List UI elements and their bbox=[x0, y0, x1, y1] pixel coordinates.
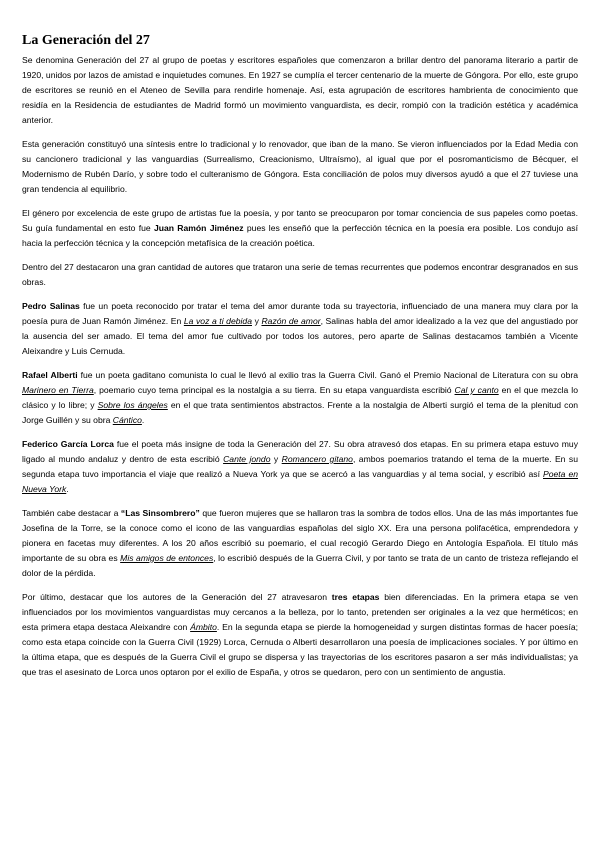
work-title-link[interactable]: Cal y canto bbox=[454, 385, 499, 395]
paragraph bbox=[22, 437, 578, 497]
text-run: , lo escribió después de la Guerra Civil, y por tanto se trata de un canto de tristeza reflejando el dolor de la pérdida. bbox=[22, 553, 579, 578]
text-run: en el que mezcla lo clásico y lo libre; y bbox=[22, 385, 578, 410]
text-run: También cabe destacar a bbox=[22, 508, 121, 518]
text-run: El género por excelencia de este grupo de artistas fue la poesía, y por tanto se preocuparon por tomar conciencia de sus papeles como poetas. Su guía fundamental en esto fue bbox=[22, 208, 578, 233]
work-title-link[interactable]: La voz a ti debida bbox=[183, 316, 252, 326]
work-title-link[interactable]: Cántico bbox=[112, 415, 142, 425]
text-run: , Salinas habla del amor idealizado a la vez que del angustiado por la ausencia del ser amado. El tema del amor fue cultivado por todos los autores, pero aparte de Salinas destacamos también a Vicente Aleixandre y Luis Cernuda. bbox=[22, 316, 578, 356]
text-run: y bbox=[252, 316, 262, 326]
bold-text: Rafael Alberti bbox=[22, 370, 78, 380]
text-run: Esta generación constituyó una síntesis entre lo tradicional y lo renovador, que iban de la mano. Se vieron influenciados por la Edad Media con su cancionero tradicional y las vanguardias (Surrealismo, Creacionismo, Ultraísmo), al igual que por el posromanticismo de Bécquer, el Modernismo de Rubén Darío, y sobre todo el culteranismo de Góngora. Esta conciliación de polos muy diversos ayudó a que el 27 tuviese una gran tendencia al equilibrio. bbox=[22, 139, 578, 194]
text-run: . En la segunda etapa se pierde la homogeneidad y surgen distintas formas de hacer poesía; como esta etapa coincide con la Guerra Civil (1929) Lorca, Cernuda o Alberti desarrollaron una poesía de implicaciones sociales. Y por último en la última etapa, que es después de la Guerra Civil el grupo se dispersa y las trayectorias de los escritores pasaron a ser más individualistas; ya que tras el asesinato de Lorca unos optaron por el exilio de España, y otros se quedaron, pero con un sentimiento de angustia. bbox=[22, 622, 578, 677]
text-run: fue un poeta gaditano comunista lo cual le llevó al exilio tras la Guerra Civil. Ganó el Premio Nacional de Literatura con su obra bbox=[77, 370, 578, 380]
paragraph bbox=[22, 206, 578, 251]
text-run: pues les enseñó que la perfección técnica en la poesía era posible. Los condujo así hacia la perfección técnica y la concepción metafísica de la creación poética. bbox=[22, 223, 578, 248]
paragraph bbox=[22, 590, 578, 680]
text-run: . bbox=[66, 484, 69, 494]
text-run: . bbox=[141, 415, 145, 425]
text-run: fue un poeta reconocido por tratar el tema del amor durante toda su trayectoria, influenciado de una manera muy clara por la poesía pura de Juan Ramón Jiménez. En bbox=[22, 301, 578, 326]
paragraph bbox=[22, 53, 578, 128]
work-title-link[interactable]: Romancero gitano bbox=[281, 454, 353, 464]
document-title: La Generación del 27 bbox=[22, 33, 150, 48]
text-run: , ambos poemarios tratando el tema de la muerte. En su segunda etapa tuvo importancia el viaje que realizó a Nueva York ya que se acercó a las vanguardias y al tema social, y escribió así bbox=[22, 454, 578, 479]
paragraph bbox=[22, 137, 578, 197]
text-run: Por último, destacar que los autores de la Generación del 27 atravesaron bbox=[22, 592, 332, 602]
work-title-link[interactable]: Razón de amor bbox=[261, 316, 321, 326]
text-run: Se denomina Generación del 27 al grupo de poetas y escritores españoles que comenzaron a brillar dentro del panorama literario a partir de 1920, unidos por lazos de amistad e inquietudes comunes. En 1927 se cumplía el tercer centenario de la muerte de Góngora. Por ello, este grupo de escritores se reunió en el Ateneo de Sevilla para rendirle homenaje. Así, esta agrupación de escritores hambrienta de conocimiento que residía en la Residencia de estudiantes de Madrid formó un movimiento vanguardista, es decir, rompió con la tradición estética y académica anterior. bbox=[22, 55, 578, 125]
paragraph bbox=[22, 506, 578, 581]
bold-text: “Las Sinsombrero” bbox=[120, 508, 200, 518]
work-title-link[interactable]: Sobre los ángeles bbox=[97, 400, 168, 410]
work-title-link[interactable]: Cante jondo bbox=[223, 454, 271, 464]
work-title-link[interactable]: Marinero en Tierra bbox=[22, 385, 94, 395]
document-body bbox=[22, 53, 578, 680]
bold-text: Federico García Lorca bbox=[22, 439, 114, 449]
text-run: y bbox=[270, 454, 282, 464]
document-page bbox=[22, 33, 578, 689]
work-title-link[interactable]: Mis amigos de entonces bbox=[120, 553, 214, 563]
text-run: bien diferenciadas. En la primera etapa se ven influenciados por los movimientos vanguardistas muy cercanos a la belleza, por lo tanto, pretenden ser originales a la vez que herméticos; en esta primera etapa destaca Aleixandre con bbox=[22, 592, 578, 632]
text-run: en el que trata sentimientos abstractos. Frente a la nostalgia de Alberti surgió el tema de la plenitud con Jorge Guillén y su obra bbox=[22, 400, 579, 425]
text-run: , poemario cuyo tema principal es la nostalgia a su tierra. En su etapa vanguardista escribió bbox=[93, 385, 455, 395]
paragraph bbox=[22, 368, 578, 428]
paragraph bbox=[22, 260, 578, 290]
text-run: fue el poeta más insigne de toda la Generación del 27. Su obra atravesó dos etapas. En su primera etapa estuvo muy ligado al mundo andaluz y dentro de esta escribió bbox=[22, 439, 578, 464]
text-run: que fueron mujeres que se hallaron tras la sombra de todos ellos. Una de las más importantes fue Josefina de la Torre, se la conoce como el icono de las vanguardias españolas del siglo XX. Era una persona polifacética, emprendedora y pionera en facetas muy diferentes. A los 20 años escribió su poemario, el cual recogió Gerardo Diego en Antología Española. El título más importante de su obra es bbox=[22, 508, 578, 563]
paragraph bbox=[22, 299, 578, 359]
bold-text: Pedro Salinas bbox=[22, 301, 80, 311]
bold-text: Juan Ramón Jiménez bbox=[153, 223, 244, 233]
work-title-link[interactable]: Ámbito bbox=[190, 622, 217, 632]
work-title-link[interactable]: Poeta en Nueva York bbox=[22, 469, 579, 494]
bold-text: tres etapas bbox=[331, 592, 380, 602]
text-run: Dentro del 27 destacaron una gran cantidad de autores que trataron una serie de temas recurrentes que podemos encontrar desgranados en sus obras. bbox=[22, 262, 578, 287]
